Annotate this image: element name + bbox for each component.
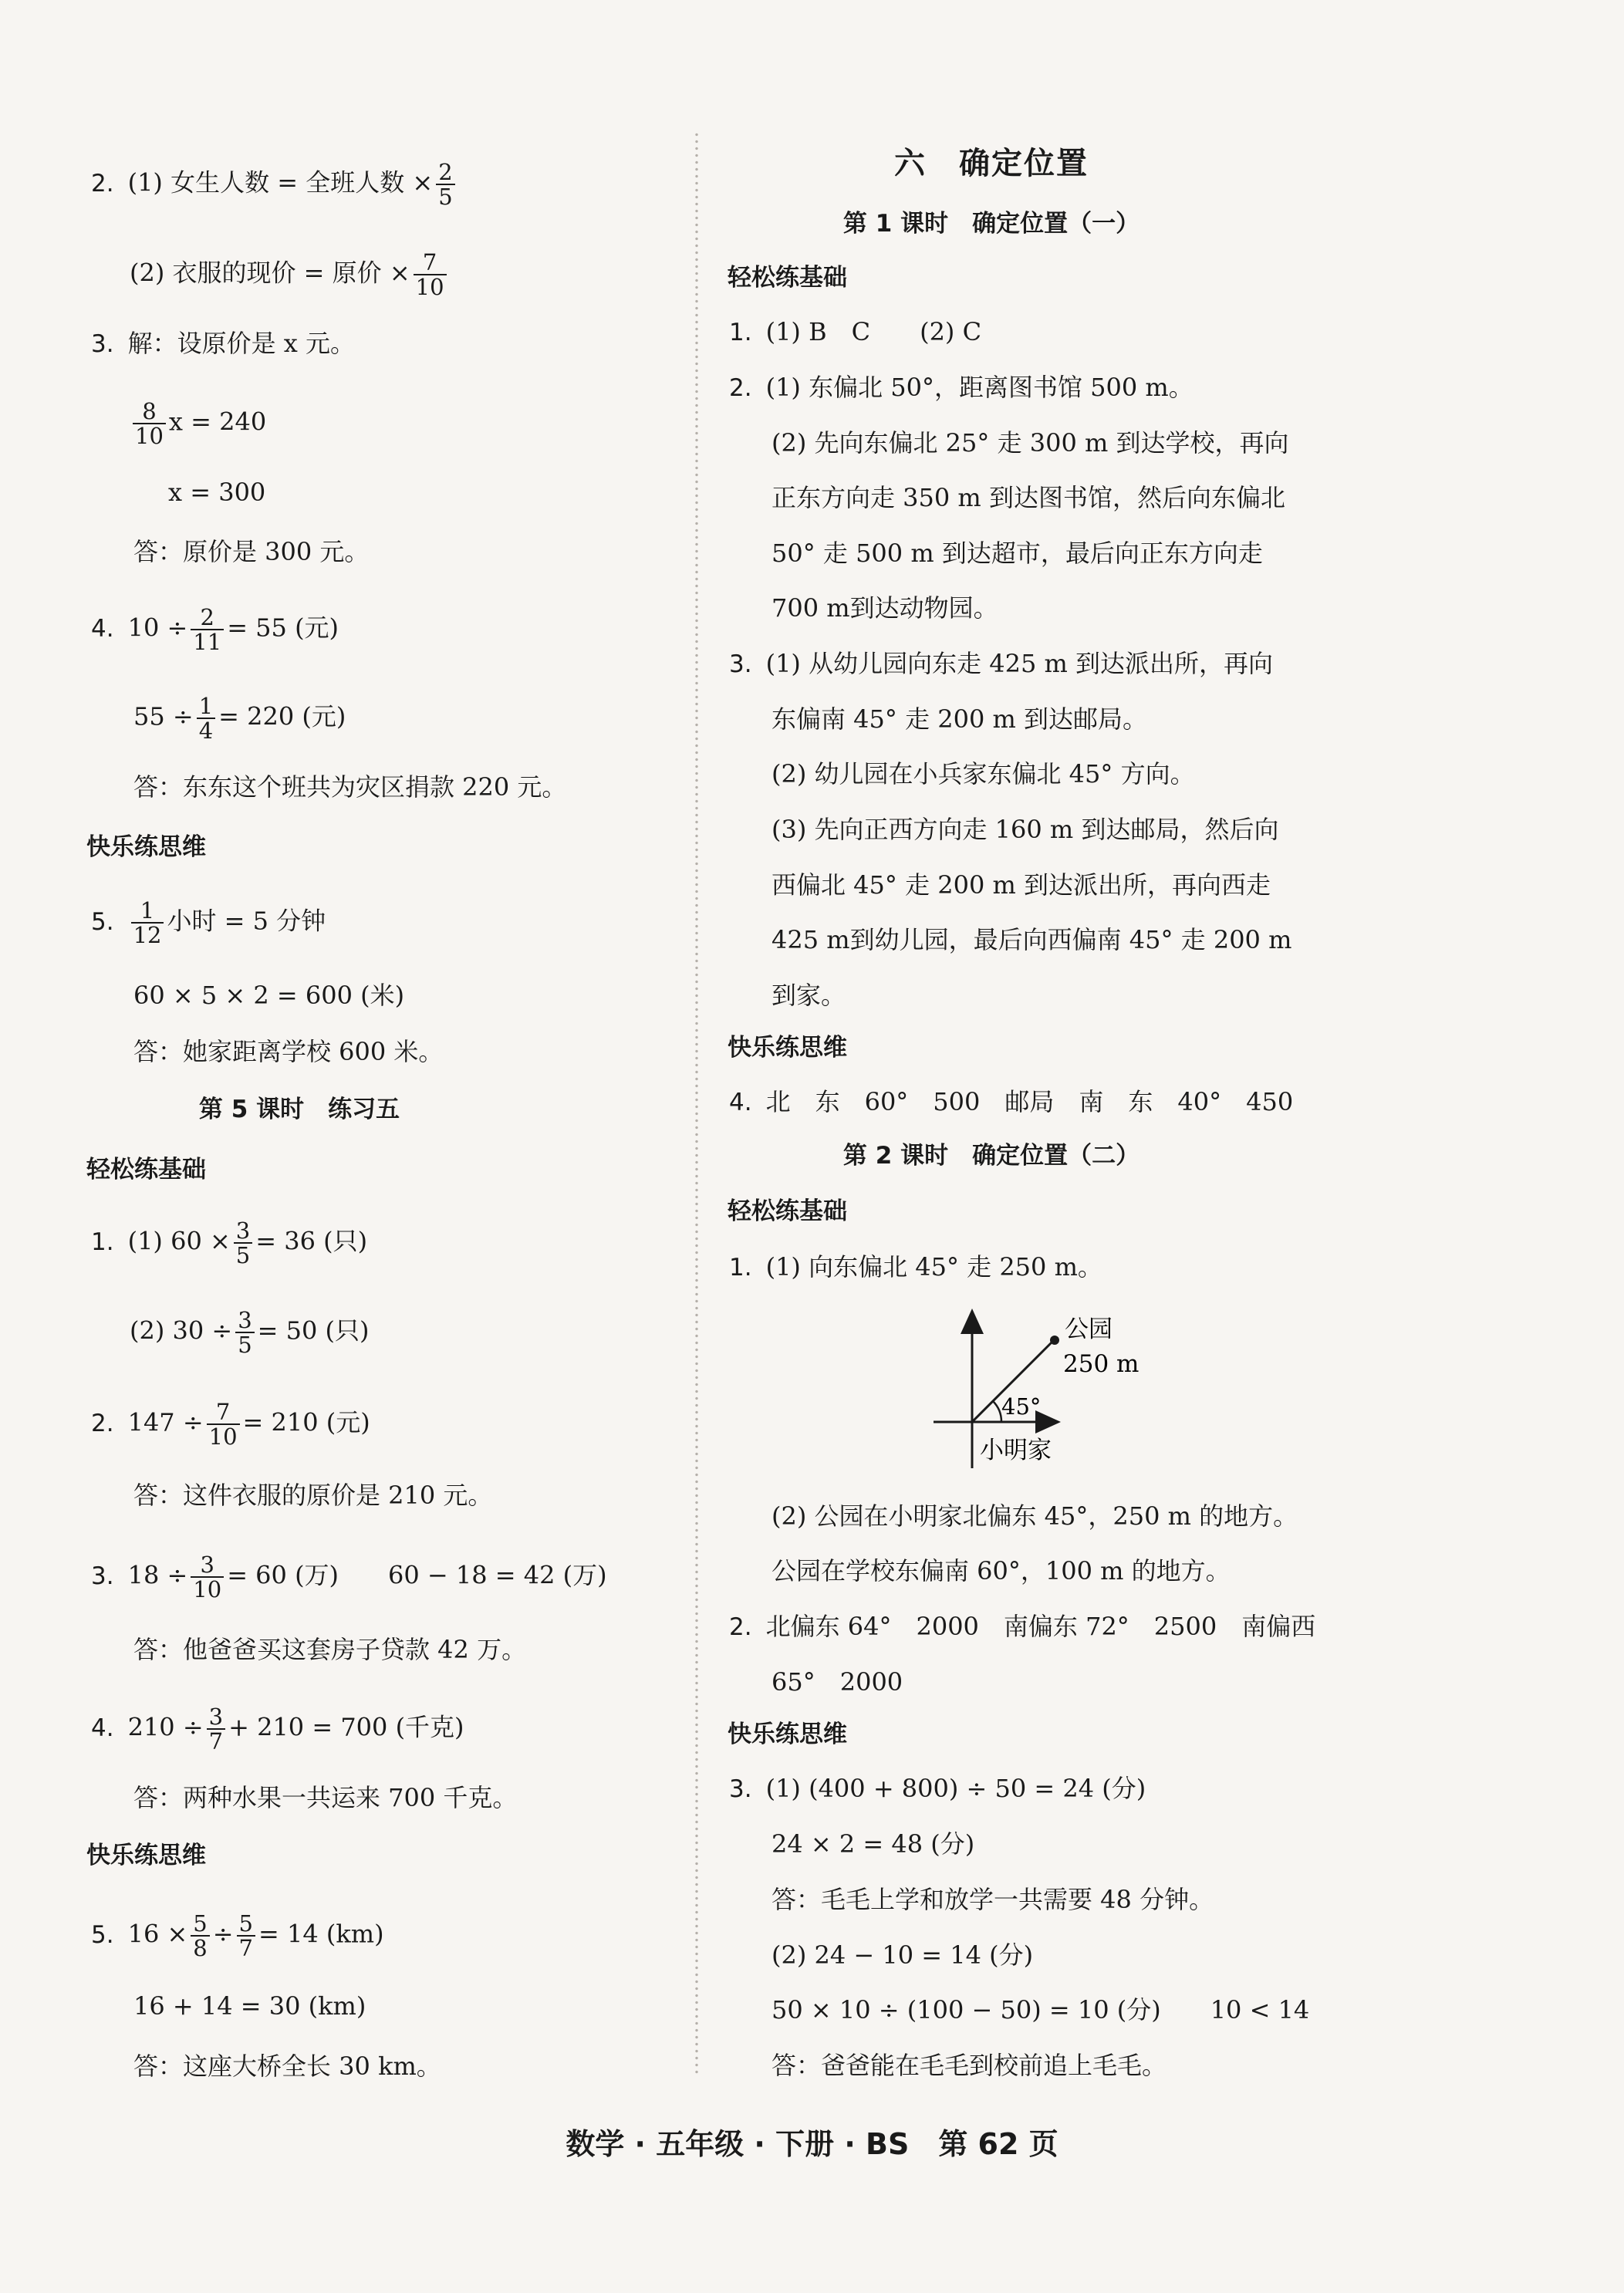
- s3-answer1: 答：毛毛上学和放学一共需要 48 分钟。: [771, 1885, 1214, 1914]
- fraction: $\frac{7}{10}$: [414, 251, 447, 299]
- section-heading: 快乐练思维: [86, 1842, 206, 1869]
- fraction: $\frac{2}{5}$: [436, 160, 454, 208]
- s2-b: 65° 2000: [771, 1667, 903, 1697]
- q2-part1: 2. (1) 女生人数 = 全班人数 × $\frac{2}{5}$: [91, 160, 458, 208]
- l5-line1: 5. 16 × $\frac{5}{8}$ ÷ $\frac{5}{7}$ = 14 (km): [91, 1910, 384, 1961]
- s2-a: 2. 北偏东 64° 2000 南偏东 72° 2500 南偏西: [729, 1612, 1316, 1641]
- q5-answer: 答：她家距离学校 600 米。: [133, 1037, 444, 1066]
- s3-part1-b: 24 × 2 = 48 (分): [771, 1829, 975, 1859]
- r3-part1-a: 3. (1) 从幼儿园向东走 425 m 到达派出所，再向: [729, 649, 1274, 678]
- section-heading: 快乐练思维: [728, 1721, 847, 1748]
- q5-line1: 5. $\frac{1}{12}$ 小时 = 5 分钟: [91, 897, 326, 948]
- angle-arc: [993, 1401, 1001, 1422]
- l3-line1: 3. 18 ÷ $\frac{3}{10}$ = 60 (万) 60 − 18 = 42 (万): [91, 1552, 607, 1602]
- l4-answer: 答：两种水果一共运来 700 千克。: [133, 1783, 518, 1812]
- q4-line1: 4. 10 ÷ $\frac{2}{11}$ = 55 (元): [91, 604, 339, 655]
- s1-part2-b: 公园在学校东偏南 60°，100 m 的地方。: [771, 1556, 1231, 1586]
- distance-label: 250 m: [1063, 1350, 1140, 1378]
- s1-part2-a: (2) 公园在小明家北偏东 45°，250 m 的地方。: [771, 1501, 1298, 1531]
- section-heading: 轻松练基础: [728, 1197, 847, 1225]
- fraction: $\frac{5}{7}$: [237, 1912, 255, 1960]
- fraction: $\frac{1}{4}$: [197, 694, 215, 742]
- r2-part1: 2. (1) 东偏北 50°，距离图书馆 500 m。: [729, 373, 1194, 402]
- park-point: [1050, 1336, 1059, 1345]
- fraction: $\frac{1}{12}$: [131, 899, 164, 947]
- lesson-title: 第 2 课时 确定位置（二）: [842, 1142, 1140, 1170]
- r2-part2-d: 700 m到达动物园。: [771, 593, 998, 623]
- r2-part2-c: 50° 走 500 m 到达超市，最后向正东方向走: [771, 539, 1263, 568]
- q3-answer: 答：原价是 300 元。: [133, 537, 370, 566]
- r2-part2-b: 正东方向走 350 m 到达图书馆，然后向东偏北: [771, 483, 1285, 512]
- q3-eq1: $\frac{8}{10}$ x = 240: [130, 400, 266, 447]
- r2-part2-a: (2) 先向东偏北 25° 走 300 m 到达学校，再向: [771, 428, 1289, 458]
- q4-answer: 答：东东这个班共为灾区捐款 220 元。: [133, 772, 567, 802]
- s1-part1: 1. (1) 向东偏北 45° 走 250 m。: [729, 1252, 1102, 1282]
- q3-line1: 3. 解：设原价是 x 元。: [91, 329, 355, 358]
- position-diagram: [934, 1300, 1188, 1474]
- fraction: $\frac{2}{11}$: [191, 606, 224, 653]
- chapter-title: 六 确定位置: [894, 145, 1089, 181]
- l5-answer: 答：这座大桥全长 30 km。: [133, 2052, 441, 2081]
- r3-part1-b: 东偏南 45° 走 200 m 到达邮局。: [771, 704, 1148, 734]
- section-heading: 快乐练思维: [86, 833, 206, 861]
- q5-line2: 60 × 5 × 2 = 600 (米): [133, 981, 405, 1010]
- s3-part1: 3. (1) (400 + 800) ÷ 50 = 24 (分): [729, 1774, 1146, 1803]
- l5-line2: 16 + 14 = 30 (km): [133, 1991, 366, 2021]
- r3-part3-d: 到家。: [771, 981, 846, 1010]
- l2-answer: 答：这件衣服的原价是 210 元。: [133, 1481, 493, 1510]
- park-label: 公园: [1065, 1315, 1112, 1343]
- lesson-title: 第 1 课时 确定位置（一）: [842, 210, 1140, 238]
- l1-part1: 1. (1) 60 × $\frac{3}{5}$ = 36 (只): [91, 1217, 368, 1268]
- s3-part2-b: 50 × 10 ÷ (100 − 50) = 10 (分) 10 < 14: [771, 1995, 1310, 2025]
- q4-line2: 55 ÷ $\frac{1}{4}$ = 220 (元): [133, 693, 346, 744]
- s3-part2: (2) 24 − 10 = 14 (分): [771, 1940, 1034, 1970]
- fraction: $\frac{3}{5}$: [234, 1219, 252, 1267]
- l1-part2: (2) 30 ÷ $\frac{3}{5}$ = 50 (只): [130, 1307, 370, 1358]
- home-label: 小明家: [980, 1437, 1052, 1464]
- fraction: $\frac{3}{5}$: [235, 1309, 254, 1356]
- column-divider: [694, 131, 699, 2075]
- r3-part3-a: (3) 先向正西方向走 160 m 到达邮局，然后向: [771, 815, 1279, 844]
- r1: 1. (1) B C (2) C: [729, 317, 982, 346]
- fraction: $\frac{5}{8}$: [191, 1912, 209, 1960]
- r3-part2: (2) 幼儿园在小兵家东偏北 45° 方向。: [771, 759, 1195, 789]
- s3-answer2: 答：爸爸能在毛毛到校前追上毛毛。: [771, 2051, 1167, 2080]
- section-heading: 轻松练基础: [728, 264, 847, 292]
- q2-part2: (2) 衣服的现价 = 原价 × $\frac{7}{10}$: [130, 251, 450, 299]
- l3-answer: 答：他爸爸买这套房子贷款 42 万。: [133, 1635, 527, 1664]
- fraction: $\frac{7}{10}$: [207, 1400, 240, 1448]
- r3-part3-b: 西偏北 45° 走 200 m 到达派出所，再向西走: [771, 870, 1271, 900]
- q3-eq2: x = 300: [168, 478, 266, 507]
- l4-line1: 4. 210 ÷ $\frac{3}{7}$ + 210 = 700 (千克): [91, 1704, 464, 1754]
- fraction: $\frac{3}{7}$: [207, 1705, 225, 1753]
- page-footer: 数学 · 五年级 · 下册 · BS 第 62 页: [566, 2127, 1058, 2161]
- angle-label: 45°: [1001, 1393, 1042, 1420]
- fraction: $\frac{8}{10}$: [133, 400, 166, 447]
- section-heading: 轻松练基础: [86, 1156, 206, 1184]
- section-heading: 快乐练思维: [728, 1034, 847, 1062]
- r4: 4. 北 东 60° 500 邮局 南 东 40° 450: [729, 1087, 1294, 1116]
- lesson-title: 第 5 课时 练习五: [198, 1096, 400, 1123]
- r3-part3-c: 425 m到幼儿园，最后向西偏南 45° 走 200 m: [771, 925, 1292, 954]
- l2-line1: 2. 147 ÷ $\frac{7}{10}$ = 210 (元): [91, 1399, 370, 1450]
- fraction: $\frac{3}{10}$: [191, 1553, 224, 1601]
